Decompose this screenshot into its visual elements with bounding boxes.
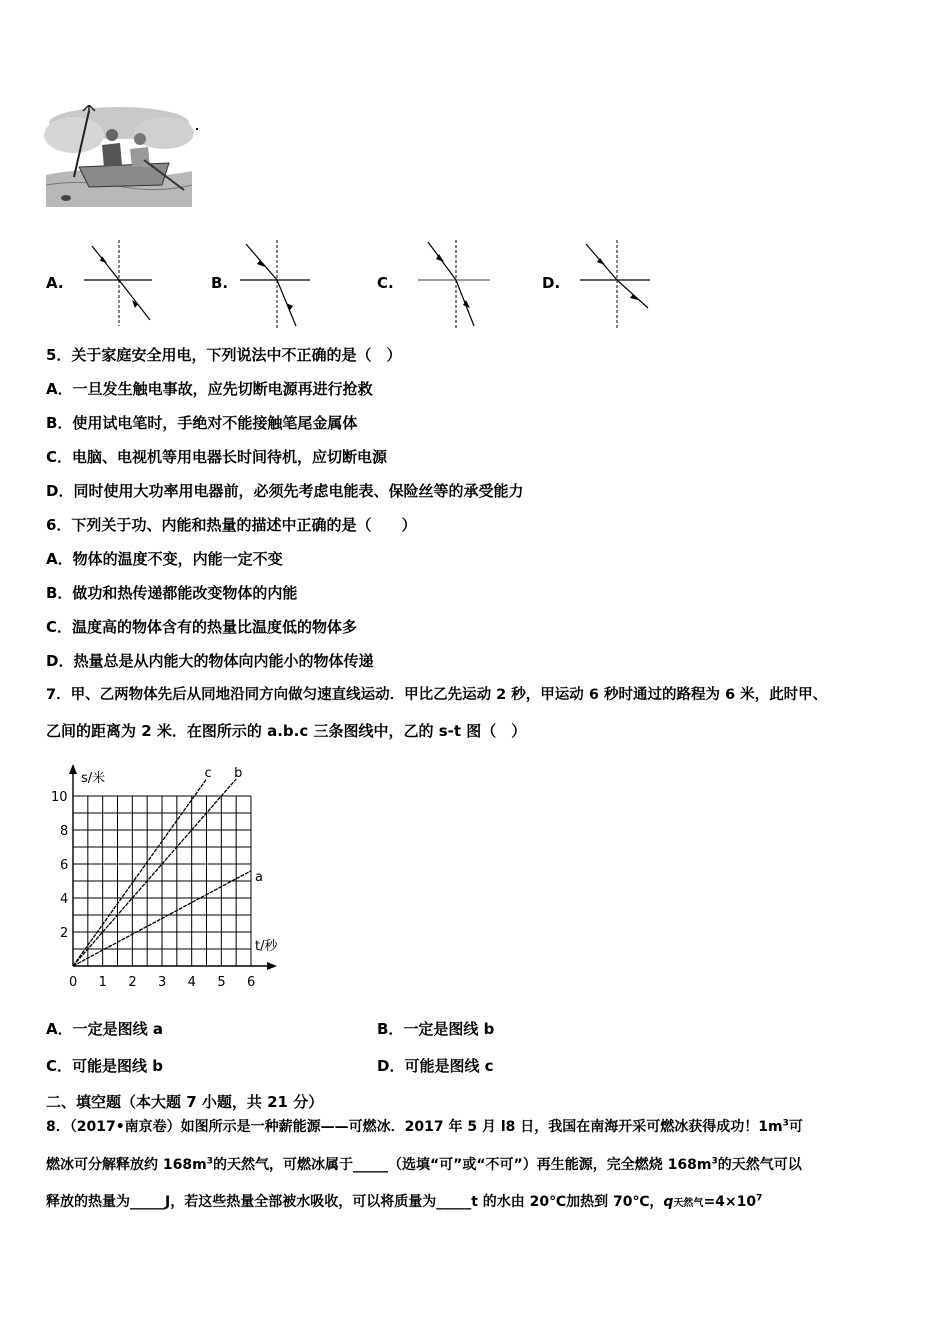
q5-option-c: C．电脑、电视机等用电器长时间待机，应切断电源 <box>46 448 388 466</box>
refraction-diagram-b <box>238 238 312 330</box>
q7-option-c: C．可能是图线 b <box>46 1057 163 1075</box>
q5-option-d: D．同时使用大功率用电器前，必须先考虑电能表、保险丝等的承受能力 <box>46 482 524 500</box>
q7-option-d: D．可能是图线 c <box>377 1057 494 1075</box>
x-tick-label: 5 <box>217 975 226 990</box>
x-tick-label: 1 <box>98 975 107 990</box>
figure-option-b-label: B. <box>211 274 229 292</box>
q8-sup-3: 3 <box>711 1156 718 1167</box>
series-line-b <box>73 779 236 966</box>
q8-text-3a: 释放的热量为_____J，若这些热量全部被水吸收，可以将质量为_____t 的水由 20℃加热到 70℃， <box>46 1194 664 1210</box>
x-tick-label: 4 <box>187 975 196 990</box>
figure-option-d-label: D. <box>542 274 561 292</box>
x-tick-label: 2 <box>128 975 137 990</box>
boat-illustration <box>44 105 194 207</box>
x-axis-label: t/秒 <box>255 939 278 954</box>
figure-option-a-label: A. <box>46 274 64 292</box>
q5-stem: 5．关于家庭安全用电，下列说法中不正确的是（ ） <box>46 346 402 364</box>
figure-option-c-label: C. <box>377 274 394 292</box>
series-label-b: b <box>234 766 243 781</box>
x-tick-label: 3 <box>158 975 167 990</box>
y-tick-label: 4 <box>60 892 69 907</box>
q5-option-a: A．一旦发生触电事故，应先切断电源再进行抢救 <box>46 380 373 398</box>
q8-q-symbol: q <box>663 1194 674 1210</box>
q6-stem: 6．下列关于功、内能和热量的描述中正确的是（ ） <box>46 516 417 534</box>
q8-line1 <box>46 1117 803 1137</box>
s-t-chart <box>44 760 284 990</box>
refraction-diagram-a <box>82 238 156 328</box>
q8-text-1b: 可 <box>788 1119 803 1135</box>
q5-option-b: B．使用试电笔时，手绝对不能接触笔尾金属体 <box>46 414 358 432</box>
series-line-c <box>73 779 207 966</box>
q8-q-subscript: 天然气 <box>673 1198 704 1209</box>
x-axis-arrow <box>267 962 277 970</box>
q6-option-b: B．做功和热传递都能改变物体的内能 <box>46 584 298 602</box>
q7-option-a: A．一定是图线 a <box>46 1020 163 1038</box>
q8-sup-1: 3 <box>782 1118 789 1129</box>
q7-stem-line1: 7．甲、乙两物体先后从同地沿同方向做匀速直线运动．甲比乙先运动 2 秒，甲运动 6 秒时通过的路程为 6 米，此时甲、 <box>46 687 828 703</box>
q6-option-d: D．热量总是从内能大的物体向内能小的物体传递 <box>46 652 374 670</box>
q8-sup-4: 7 <box>756 1193 763 1204</box>
y-tick-label: 8 <box>60 824 69 839</box>
decor-dot <box>196 128 198 130</box>
series-label-a: a <box>255 869 263 885</box>
q8-line3 <box>46 1192 762 1214</box>
series-label-c: c <box>204 766 212 781</box>
q6-option-c: C．温度高的物体含有的热量比温度低的物体多 <box>46 618 358 636</box>
x-tick-label: 6 <box>247 975 256 990</box>
q8-q-value: =4×10 <box>703 1194 757 1210</box>
y-tick-label: 6 <box>60 858 69 873</box>
y-axis-arrow <box>69 764 77 774</box>
q7-option-b: B．一定是图线 b <box>377 1020 495 1038</box>
q8-text-2c: 的天然气可以 <box>717 1157 802 1173</box>
refraction-diagram-c <box>416 238 492 330</box>
section-2-heading: 二、填空题（本大题 7 小题，共 21 分） <box>46 1093 324 1111</box>
q8-sup-2: 3 <box>206 1156 213 1167</box>
q7-stem-line2: 乙间的距离为 2 米．在图所示的 a.b.c 三条图线中，乙的 s-t 图（ ） <box>46 722 527 740</box>
refraction-diagram-d <box>578 238 652 330</box>
y-axis-label: s/米 <box>81 771 106 786</box>
q8-line2 <box>46 1155 802 1175</box>
q8-text-2b: 的天然气，可燃冰属于_____（选填“可”或“不可”）再生能源，完全燃烧 168m <box>212 1157 712 1173</box>
q6-option-a: A．物体的温度不变，内能一定不变 <box>46 550 283 568</box>
y-tick-label: 10 <box>51 790 68 805</box>
x-tick-label: 0 <box>69 975 78 990</box>
y-tick-label: 2 <box>60 926 69 941</box>
q8-text-1: 8．（2017•南京卷）如图所示是一种薪能源——可燃冰．2017 年 5 月 l8 日，我国在南海开采可燃冰获得成功！1m <box>46 1119 783 1135</box>
q8-text-2a: 燃冰可分解释放约 168m <box>46 1157 207 1173</box>
